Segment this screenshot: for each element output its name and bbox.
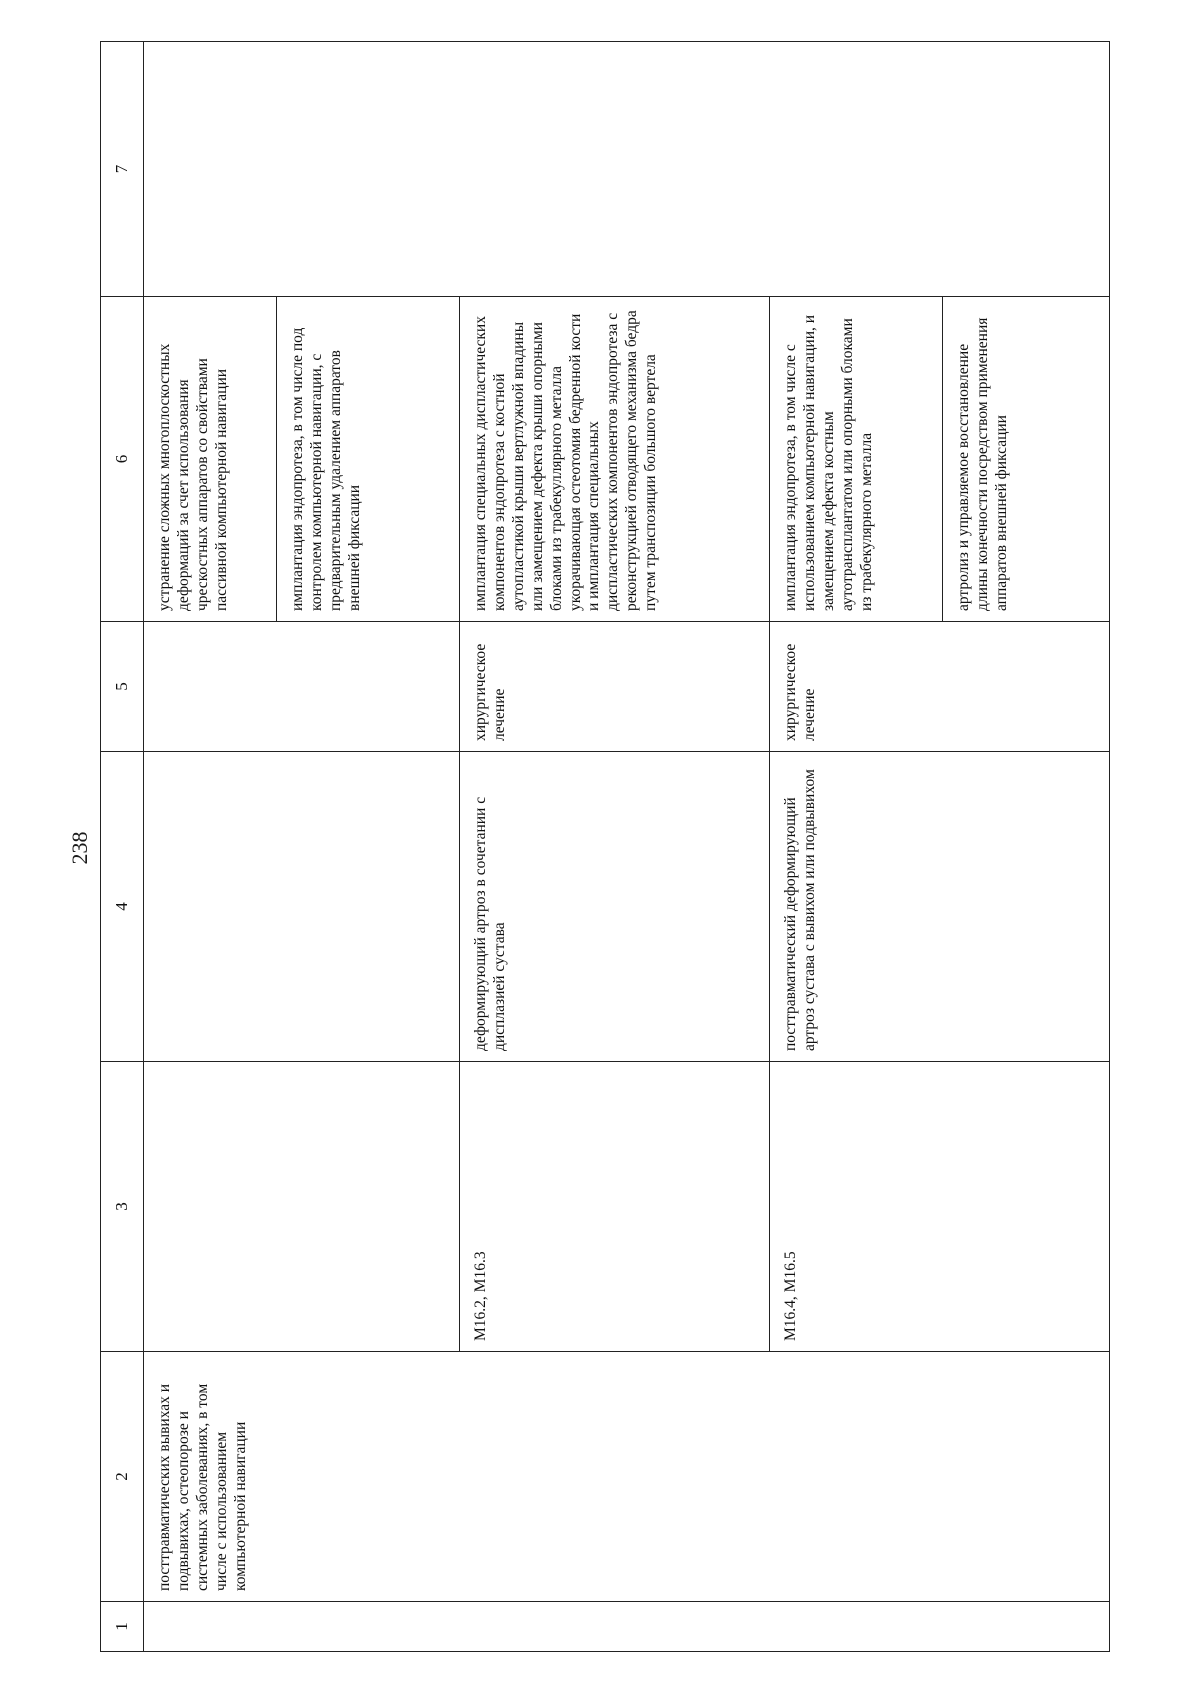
cell-col6-methods bbox=[144, 297, 460, 622]
col-header-7: 7 bbox=[101, 42, 144, 297]
cell-col6-method: имплантация специальных диспластических компонентов эндопротеза с костной аутопластикой крыши вертлужной впадины или замещением дефекта крыши опорными блоками из трабекуллярного металла укорачивающая остеотомия бедренной кости и имплантация специальных диспластических компонентов эндопротеза с реконструкцией отводящего механизма бедра путем транспозиции большого вертела bbox=[460, 297, 770, 622]
cell-col3-codes: M16.4, M16.5 bbox=[770, 1062, 1110, 1352]
cell-col4-diagnosis: деформирующий артроз в сочетании с дисплазией сустава bbox=[460, 752, 770, 1062]
method-text: устранение сложных многоплоскостных деформаций за счет использования чрескостных аппаратов со свойствами пассивной компьютерной навигации bbox=[144, 297, 277, 621]
header-row bbox=[101, 42, 144, 1652]
cell-col2-condition: посттравматических вывихах и подвывихах, остеопорозе и системных заболеваниях, в том числе с использованием компьютерной навигации bbox=[144, 1352, 1110, 1602]
rotated-document bbox=[100, 42, 1110, 1652]
method-text: имплантация эндопротеза, в том числе под контролем компьютерной навигации, с предварительным удалением аппаратов внешней фиксации bbox=[289, 327, 363, 611]
cell-col7 bbox=[144, 42, 1110, 297]
cell-col3-codes: M16.2, M16.3 bbox=[460, 1062, 770, 1352]
col-header-4: 4 bbox=[101, 752, 144, 1062]
col-header-1: 1 bbox=[101, 1602, 144, 1652]
cell-col4-diagnosis: посттравматический деформирующий артроз сустава с вывихом или подвывихом bbox=[770, 752, 1110, 1062]
procedures-table bbox=[100, 41, 1110, 1652]
cell-col1 bbox=[144, 1602, 1110, 1652]
col-header-3: 3 bbox=[101, 1062, 144, 1352]
table-row bbox=[144, 42, 460, 1652]
cell-col5-treatment: хирургическое лечение bbox=[460, 622, 770, 752]
cell-col5-empty bbox=[144, 622, 460, 752]
cell-col4-empty bbox=[144, 752, 460, 1062]
col-header-5: 5 bbox=[101, 622, 144, 752]
method-text: имплантация эндопротеза, в том числе с использованием компьютерной навигации, и замещением дефекта костным аутотрансплантатом или опорными блоками из трабекулярного металла bbox=[770, 297, 943, 621]
cell-col3-empty bbox=[144, 1062, 460, 1352]
col-header-6: 6 bbox=[101, 297, 144, 622]
page-number: 238 bbox=[67, 831, 92, 865]
cell-col5-treatment: хирургическое лечение bbox=[770, 622, 1110, 752]
col-header-2: 2 bbox=[101, 1352, 144, 1602]
method-text: артролиз и управляемое восстановление длины конечности посредством применения аппаратов внешней фиксации bbox=[955, 317, 1010, 611]
cell-col6-methods bbox=[770, 297, 1110, 622]
